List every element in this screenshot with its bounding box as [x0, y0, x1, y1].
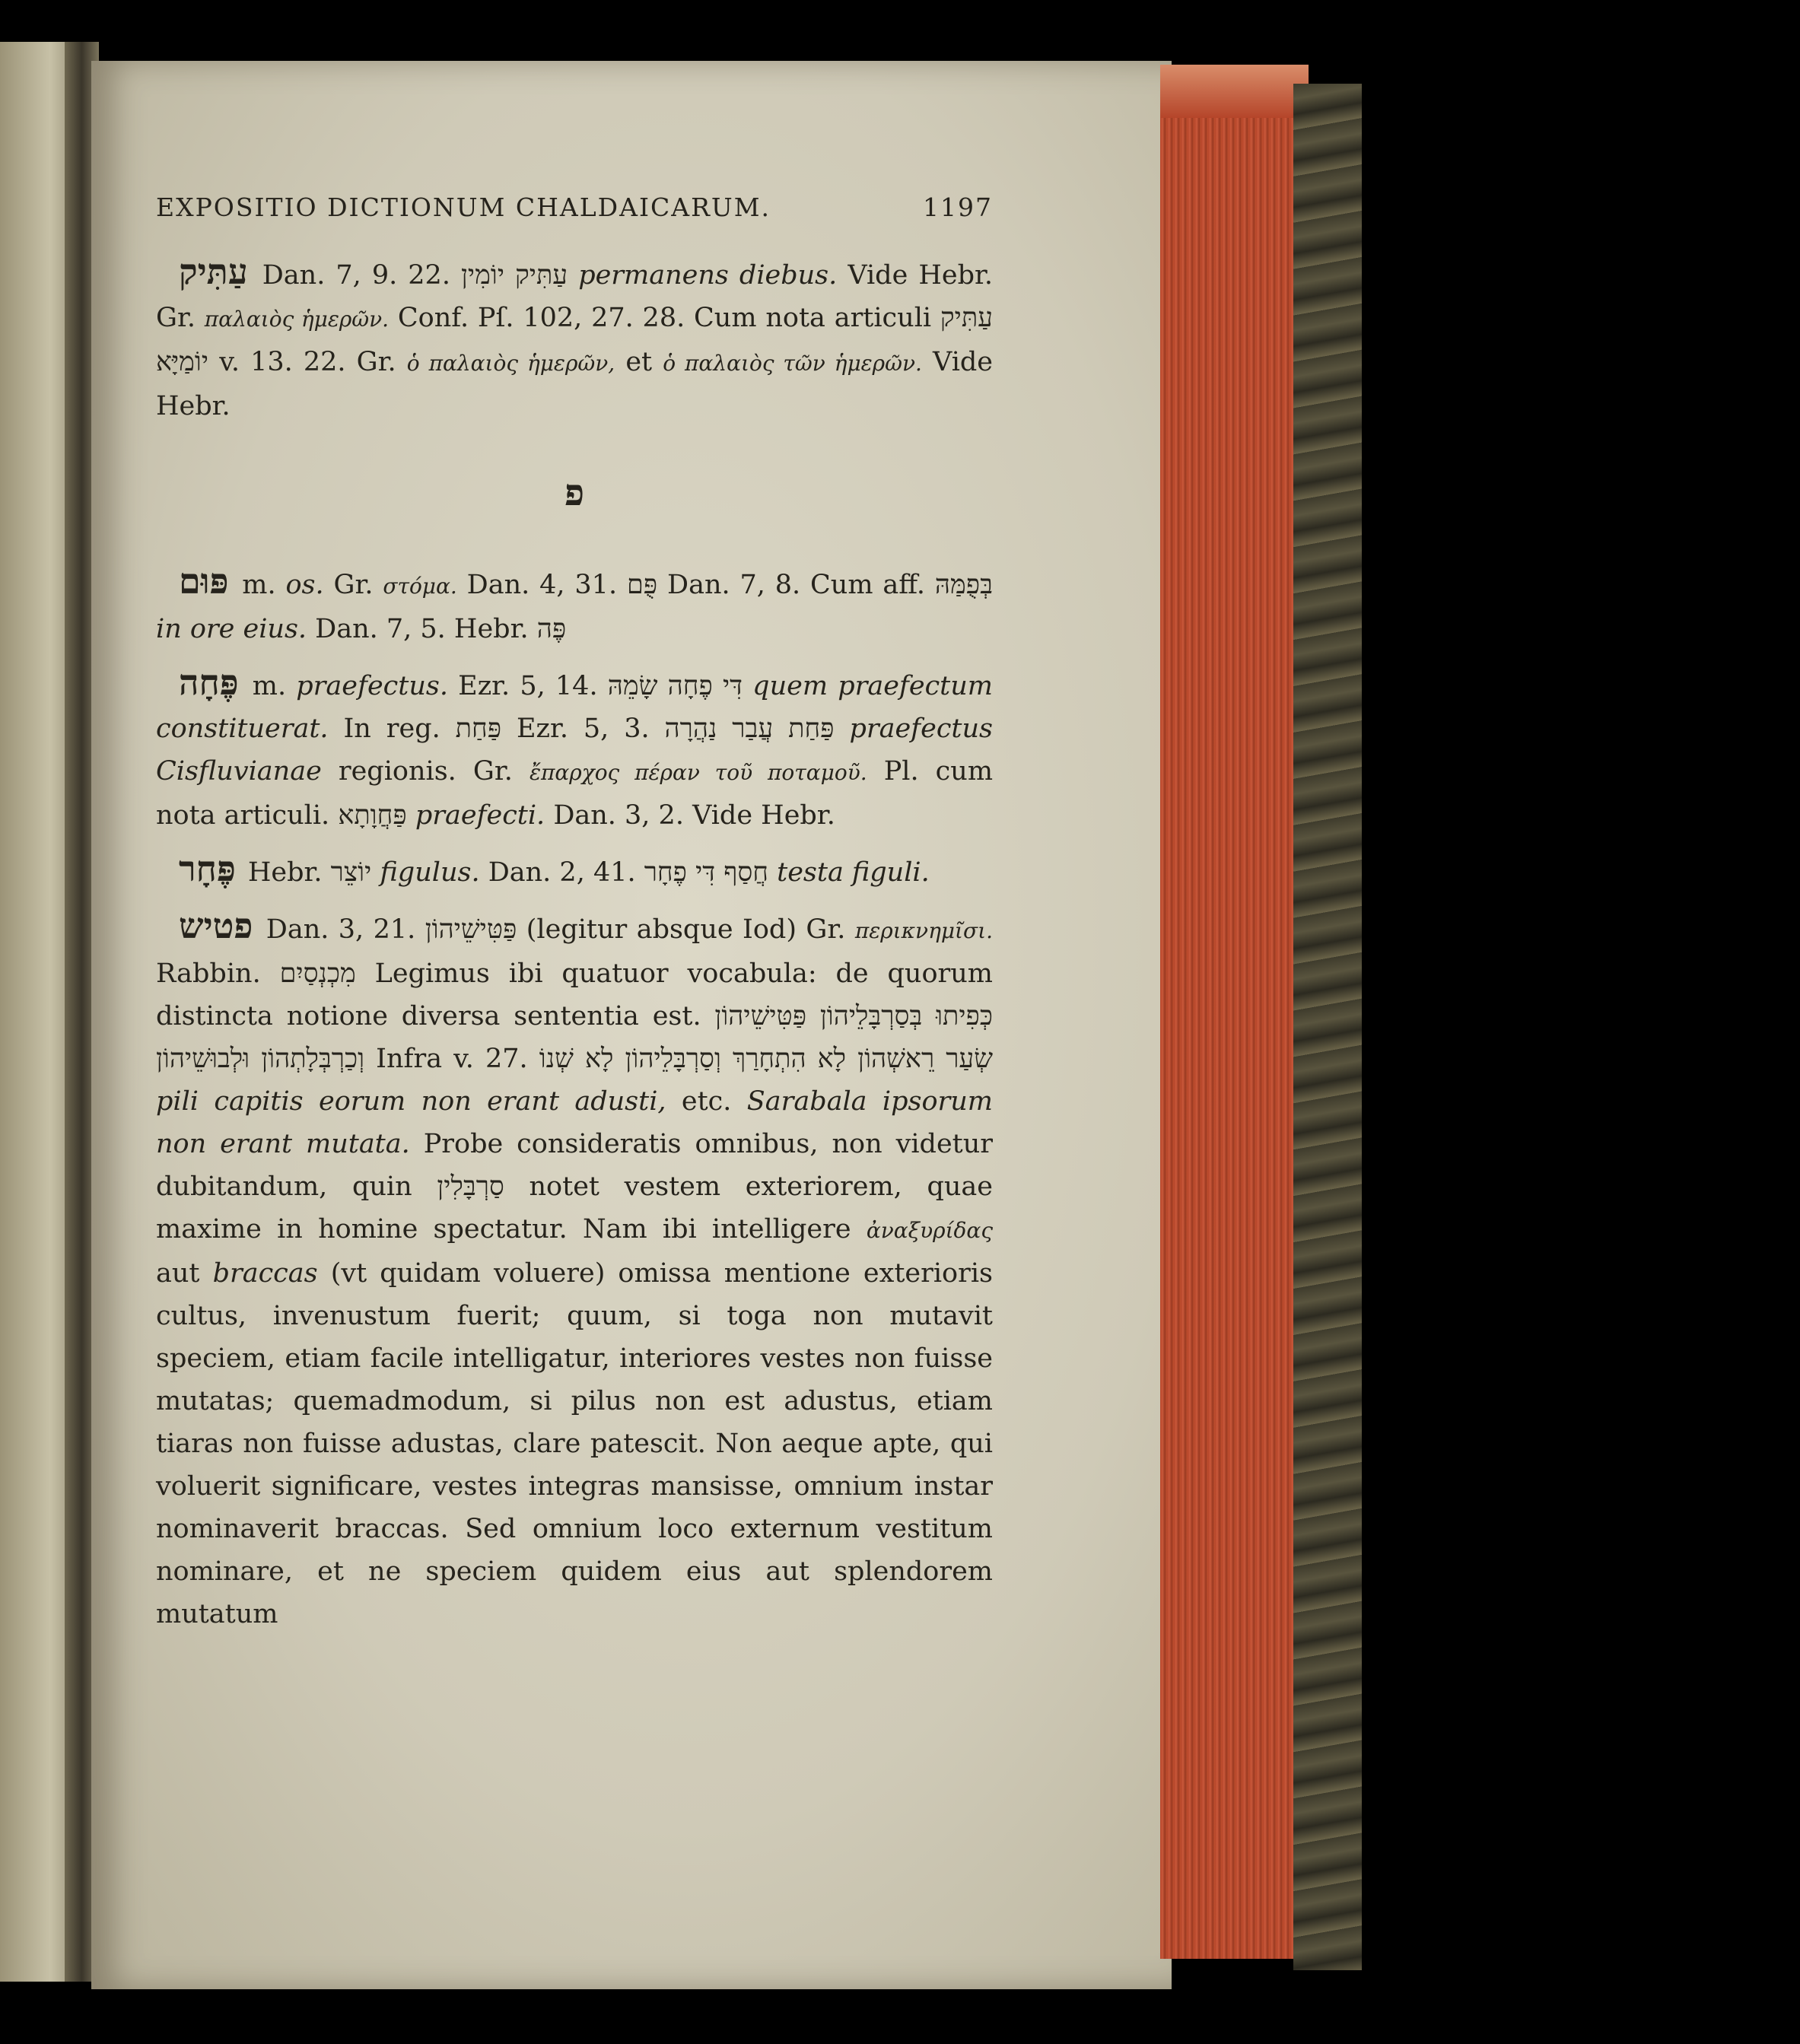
dictionary-entry — [156, 847, 993, 894]
italic-gloss: pili capitis eorum non erant adusti, — [156, 1086, 666, 1117]
entry-text: Probe consideratis omnibus, non videtur dubitandum, quin סַרְבָּלִין notet vestem exteriorem, quae maxime in homine spectatur. Nam ibi intelligere — [156, 1129, 994, 1245]
book-cover-board — [1293, 84, 1362, 1970]
entry-headword: פֶּחָה — [179, 662, 253, 703]
italic-gloss: Sarabala ipsorum non erant mutata. — [156, 1086, 993, 1159]
entry-text: Ezr. 5, 14. דִּי פֶחָה שָׂמֵהּ — [447, 671, 753, 701]
dictionary-entry — [156, 904, 993, 1636]
entry-headword: עַתִּיק — [179, 251, 262, 292]
running-header — [156, 186, 993, 229]
entry-text: Vide Hebr. Gr. — [156, 260, 994, 333]
greek-text: περικνημῖσι. — [854, 918, 994, 943]
dictionary-entry — [156, 560, 993, 650]
dictionary-entry — [156, 250, 993, 428]
italic-gloss: quem praefectum constituerat. — [156, 671, 993, 744]
greek-text: στόμα. — [383, 574, 457, 599]
italic-gloss: praefecti. — [415, 800, 545, 831]
entry-text: In reg. פַּחַת Ezr. 5, 3. פַּחַת עֲבַר נַהֲרָה — [328, 714, 850, 744]
entry-text: m. — [252, 671, 297, 701]
italic-gloss: in ore eius. — [156, 614, 307, 644]
greek-text: ὁ παλαιὸς τῶν ἡμερῶν. — [663, 351, 922, 376]
entry-headword: פטיש — [179, 905, 266, 946]
entry-text: Pl. cum nota articuli. פַּחֲוָתָא — [156, 756, 994, 831]
entry-text: Dan. 4, 31. פֻּם Dan. 7, 8. Cum aff. בְּפֻמַּהּ — [456, 570, 993, 600]
greek-text: ἔπαρχος πέραν τοῦ ποταμοῦ. — [529, 760, 867, 785]
entry-headword: פֶּחָר — [179, 848, 248, 889]
entry-text: Rabbin. מִכְנְסַיִם Legimus ibi quatuor vocabula: de quorum distincta notione diversa sententia est. כְּפִיתוּ בְּסַרְבָּלֵיהוֹן פַּטִּישֵׁיהוֹן וְכַרְבְּלָתְהוֹן וּלְבוּשֵׁיהוֹן Infra v. 27. שְׂעַר רֵאשְׁהוֹן לָא הִתְחָרַךְ וְסַרְבָּלֵיהוֹן לָא שְׁנוֹ — [156, 958, 994, 1074]
italic-gloss: braccas — [212, 1258, 318, 1289]
entry-text: m. — [242, 570, 286, 600]
entry-text: Dan. 7, 9. 22. עַתִּיק יוֹמִין — [262, 260, 579, 291]
italic-gloss: permanens diebus. — [578, 260, 838, 291]
page-number: 1197 — [923, 192, 993, 222]
italic-gloss: figulus. — [380, 857, 480, 888]
greek-text: ὁ παλαιὸς ἡμερῶν, — [406, 351, 615, 376]
dictionary-entry — [156, 661, 993, 837]
page-text — [156, 186, 993, 1646]
entry-text: Gr. — [323, 570, 383, 600]
entry-text: Vide Hebr. — [156, 347, 994, 421]
entry-text: Conf. Pſ. 102, 27. 28. Cum nota articuli עַתִּיק יוֹמַיָּא v. 13. 22. Gr. — [156, 303, 993, 377]
letter-heading: פ — [564, 472, 585, 514]
entry-text: Dan. 3, 2. Vide Hebr. — [545, 800, 835, 831]
entry-text: etc. — [666, 1086, 747, 1117]
italic-gloss: os. — [285, 570, 324, 600]
entry-text: aut — [156, 1258, 213, 1289]
page-edges-top — [1160, 65, 1309, 118]
entry-headword: פּוּם — [179, 561, 243, 602]
entry-text: regionis. Gr. — [321, 756, 530, 787]
entry-text: (vt quidam voluere) omissa mentione exterioris cultus, invenustum fuerit; quum, si toga non mutavit speciem, etiam facile intelligatur, interiores vestes non fuisse mutatas; quemadmodum, si pilus non est adustus, etiam tiaras non fuisse adustas, clare patescit. Non aeque apte, qui voluerit significare, vestes integras mansisse, omnium instar nominaverit braccas. Sed omnium loco externum vestitum nominare, et ne speciem quidem eius aut splendorem mutatum — [156, 1258, 993, 1629]
italic-gloss: praefectus Cisfluvianae — [156, 714, 993, 787]
entry-text: Hebr. יוֹצֵר — [247, 857, 380, 888]
italic-gloss: praefectus. — [296, 671, 448, 701]
entry-text: Dan. 3, 21. פַּטִּישֵׁיהוֹן (legitur absque Iod) Gr. — [266, 914, 855, 945]
greek-text: παλαιὸς ἡμερῶν. — [204, 307, 390, 332]
page-edges — [1160, 65, 1309, 1959]
greek-text: ἀναξυρίδας — [866, 1218, 993, 1243]
entry-text: Dan. 7, 5. Hebr. פֶּה — [307, 614, 567, 644]
running-title: EXPOSITIO DICTIONUM CHALDAICARUM. — [156, 192, 771, 222]
italic-gloss: testa figuli. — [777, 857, 930, 888]
entry-text: Dan. 2, 41. חֲסַף דִּי פֶחָר — [479, 857, 778, 888]
entry-text: et — [615, 347, 663, 377]
